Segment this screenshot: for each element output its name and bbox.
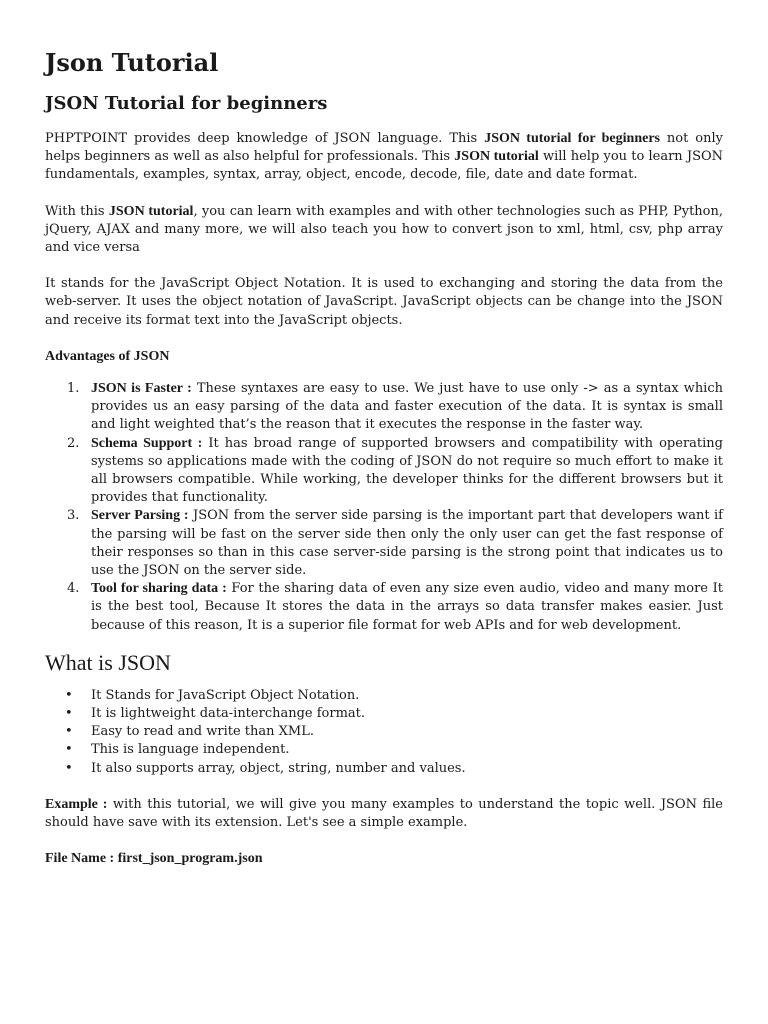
list-number: 1. bbox=[67, 381, 80, 397]
example-text: with this tutorial, we will give you many examples to understand the topic well. JSON file should have save with its extension. Let's see a simple example. bbox=[45, 796, 723, 831]
text: will help you to learn JSON fundamentals, examples, syntax, array, object, encode, decode, file, date and date format. bbox=[45, 149, 724, 183]
bullet-item bbox=[65, 741, 723, 759]
text: not only helps beginners as well as also helpful for professionals. This bbox=[45, 131, 724, 165]
example-label: Example : bbox=[45, 796, 108, 812]
example-paragraph bbox=[45, 796, 723, 832]
bullet-item bbox=[65, 687, 723, 705]
bullet-icon: • bbox=[65, 706, 73, 722]
intro-section bbox=[45, 130, 723, 869]
text: With this bbox=[45, 203, 109, 219]
bold-text: JSON tutorial bbox=[454, 149, 539, 165]
bullet-icon: • bbox=[65, 742, 73, 758]
advantage-item bbox=[67, 435, 723, 508]
bullet-text: It also supports array, object, string, number and values. bbox=[91, 760, 466, 776]
text: PHPTPOINT provides deep knowledge of JSON language. This bbox=[45, 131, 485, 146]
bullet-text: This is language independent. bbox=[91, 742, 290, 758]
advantage-text: JSON from the server side parsing is the important part that developers want if the parsing will be fast on the server side then only the only user can get the fast response of their responses so than in this case server-side parsing is the strong point that indicates us to use the JSON on the server side. bbox=[91, 508, 723, 579]
file-name-label: File Name : first_json_program.json bbox=[45, 851, 263, 867]
advantage-text: These syntaxes are easy to use. We just have to use only -> as a syntax which provides us an easy parsing of the data and faster execution of the data. It is syntax is small and light weighted that’s the reason that it executes the response in the faster way. bbox=[91, 381, 723, 433]
bullet-text: It is lightweight data-interchange format. bbox=[91, 706, 366, 722]
bullet-text: It Stands for JavaScript Object Notation. bbox=[91, 687, 360, 703]
list-number: 4. bbox=[67, 581, 80, 597]
advantages-list bbox=[45, 380, 723, 635]
bold-text: JSON tutorial for beginners bbox=[484, 131, 660, 146]
text: , you can learn with examples and with other technologies such as PHP, Python, jQuery, AJAX and many more, we will also teach you how to convert json to xml, html, csv, php array and vice versa bbox=[45, 203, 723, 256]
advantage-item bbox=[67, 380, 723, 435]
bullet-item bbox=[65, 705, 723, 723]
advantage-label: Tool for sharing data : bbox=[91, 581, 227, 597]
intro-paragraph-3: It stands for the JavaScript Object Notation. It is used to exchanging and storing the data from the web-server. It uses the object notation of JavaScript. JavaScript objects can be change into the JSON and receive its format text into the JavaScript objects. bbox=[45, 276, 723, 328]
advantage-text: For the sharing data of even any size even audio, video and many more It is the best tool, Because It stores the data in the arrays so data transfer makes easier. Just because of this reason, It is a superior file format for web APIs and for web development. bbox=[91, 581, 723, 633]
bullet-text: Easy to read and write than XML. bbox=[91, 724, 314, 740]
intro-paragraph-1 bbox=[45, 130, 723, 185]
advantage-label: JSON is Faster : bbox=[91, 381, 192, 397]
list-number: 3. bbox=[67, 508, 80, 524]
bullet-item bbox=[65, 723, 723, 741]
advantage-item bbox=[67, 507, 723, 580]
bullet-icon: • bbox=[65, 760, 73, 776]
bullet-icon: • bbox=[65, 724, 73, 740]
page-title: Json Tutorial bbox=[45, 48, 219, 77]
what-is-list bbox=[45, 687, 723, 778]
advantage-text: It has broad range of supported browsers and compatibility with operating systems so applications made with the coding of JSON do not require so much effort to make it all browsers compatible. While working, the developer thinks for the different browsers but it provides that functionality. bbox=[91, 435, 723, 506]
bullet-item bbox=[65, 760, 723, 778]
page-subtitle: JSON Tutorial for beginners bbox=[45, 93, 328, 114]
bullet-icon: • bbox=[65, 687, 73, 703]
advantage-label: Server Parsing : bbox=[91, 508, 189, 524]
list-number: 2. bbox=[67, 435, 80, 451]
advantage-item bbox=[67, 580, 723, 635]
what-is-json-heading: What is JSON bbox=[45, 649, 171, 675]
bold-text: JSON tutorial bbox=[108, 203, 194, 219]
advantages-heading: Advantages of JSON bbox=[45, 348, 170, 364]
advantage-label: Schema Support : bbox=[91, 435, 203, 451]
intro-paragraph-2 bbox=[45, 203, 723, 258]
